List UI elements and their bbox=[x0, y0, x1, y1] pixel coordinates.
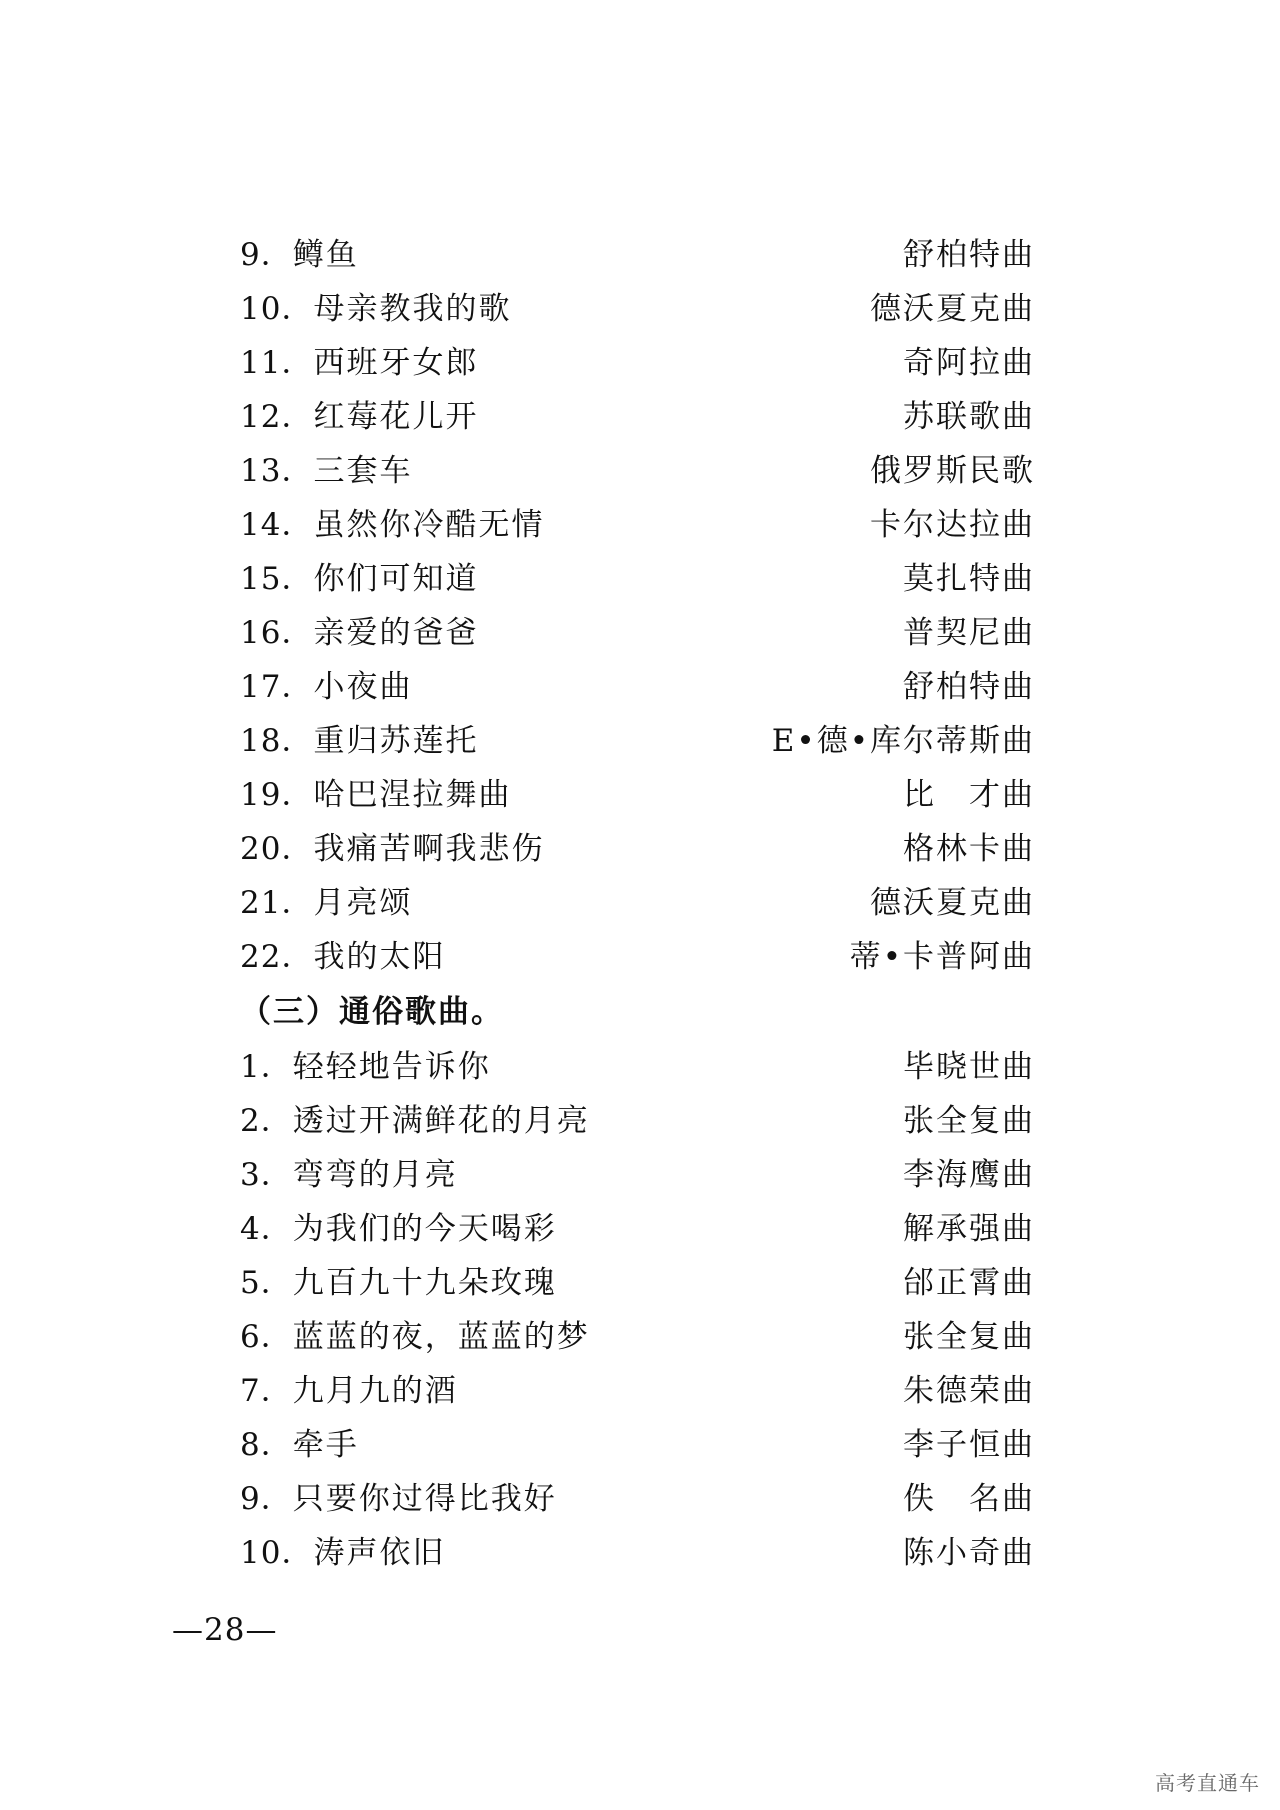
song-title: 你们可知道 bbox=[313, 561, 479, 597]
composer: 苏联歌曲 bbox=[903, 399, 1035, 435]
list-item-left bbox=[240, 552, 478, 606]
list-item bbox=[240, 1094, 1035, 1148]
list-item-left bbox=[240, 1364, 458, 1418]
item-number: 17． bbox=[240, 669, 314, 705]
list-item-left bbox=[240, 336, 478, 390]
list-item bbox=[240, 876, 1035, 930]
list-item bbox=[240, 1364, 1035, 1418]
composer: 卡尔达拉曲 bbox=[870, 507, 1035, 543]
list-item-left bbox=[240, 444, 412, 498]
list-item-left bbox=[240, 1202, 557, 1256]
list-item-left bbox=[240, 1040, 491, 1094]
composer: 俄罗斯民歌 bbox=[870, 453, 1035, 489]
list-item-left bbox=[240, 876, 412, 930]
section-heading: （三）通俗歌曲。 bbox=[240, 994, 504, 1030]
composer: 德沃夏克曲 bbox=[870, 885, 1035, 921]
list-item bbox=[240, 1526, 1035, 1580]
composer: E•德•库尔蒂斯曲 bbox=[771, 723, 1035, 759]
song-title: 透过开满鲜花的月亮 bbox=[292, 1103, 590, 1139]
song-title: 我的太阳 bbox=[313, 939, 446, 975]
list-item-left bbox=[240, 1148, 458, 1202]
song-title: 我痛苦啊我悲伤 bbox=[313, 831, 545, 867]
song-title: 涛声依旧 bbox=[313, 1535, 446, 1571]
list-item-left bbox=[240, 660, 412, 714]
song-title: 弯弯的月亮 bbox=[292, 1157, 458, 1193]
list-item bbox=[240, 390, 1035, 444]
list-item-left bbox=[240, 1472, 557, 1526]
item-number: 10． bbox=[240, 291, 314, 327]
list-item bbox=[240, 930, 1035, 984]
composer: 佚 名曲 bbox=[903, 1481, 1035, 1517]
list-item bbox=[240, 1148, 1035, 1202]
song-title: 母亲教我的歌 bbox=[313, 291, 512, 327]
item-number: 9． bbox=[240, 1481, 293, 1517]
song-title: 九月九的酒 bbox=[292, 1373, 458, 1409]
song-list-part-2 bbox=[240, 1040, 1035, 1580]
list-item-left bbox=[240, 1526, 445, 1580]
item-number: 13． bbox=[240, 453, 314, 489]
list-item bbox=[240, 336, 1035, 390]
song-title: 小夜曲 bbox=[313, 669, 413, 705]
song-title: 哈巴涅拉舞曲 bbox=[313, 777, 512, 813]
song-title: 九百九十九朵玫瑰 bbox=[292, 1265, 557, 1301]
composer: 张全复曲 bbox=[903, 1103, 1035, 1139]
list-item bbox=[240, 606, 1035, 660]
item-number: 3． bbox=[240, 1157, 293, 1193]
item-number: 12． bbox=[240, 399, 314, 435]
item-number: 7． bbox=[240, 1373, 293, 1409]
list-item bbox=[240, 1310, 1035, 1364]
song-title: 虽然你冷酷无情 bbox=[313, 507, 545, 543]
song-title: 牵手 bbox=[292, 1427, 359, 1463]
song-title: 亲爱的爸爸 bbox=[313, 615, 479, 651]
song-title: 轻轻地告诉你 bbox=[292, 1049, 491, 1085]
list-item bbox=[240, 552, 1035, 606]
composer: 比 才曲 bbox=[903, 777, 1035, 813]
list-item-left bbox=[240, 1094, 590, 1148]
song-title: 月亮颂 bbox=[313, 885, 413, 921]
composer: 格林卡曲 bbox=[903, 831, 1035, 867]
list-item bbox=[240, 282, 1035, 336]
composer: 蒂•卡普阿曲 bbox=[849, 939, 1035, 975]
item-number: 16． bbox=[240, 615, 314, 651]
item-number: 19． bbox=[240, 777, 314, 813]
composer: 张全复曲 bbox=[903, 1319, 1035, 1355]
composer: 德沃夏克曲 bbox=[870, 291, 1035, 327]
list-item-left bbox=[240, 1256, 557, 1310]
item-number: 4． bbox=[240, 1211, 293, 1247]
composer: 李子恒曲 bbox=[903, 1427, 1035, 1463]
item-number: 20． bbox=[240, 831, 314, 867]
item-number: 21． bbox=[240, 885, 314, 921]
composer: 莫扎特曲 bbox=[903, 561, 1035, 597]
song-title: 三套车 bbox=[313, 453, 413, 489]
list-item bbox=[240, 660, 1035, 714]
song-title: 重归苏莲托 bbox=[313, 723, 479, 759]
list-item-left bbox=[240, 390, 478, 444]
composer: 舒柏特曲 bbox=[903, 237, 1035, 273]
item-number: 5． bbox=[240, 1265, 293, 1301]
list-item-left bbox=[240, 228, 359, 282]
item-number: 15． bbox=[240, 561, 314, 597]
composer: 普契尼曲 bbox=[903, 615, 1035, 651]
list-item bbox=[240, 498, 1035, 552]
composer: 李海鹰曲 bbox=[903, 1157, 1035, 1193]
list-item bbox=[240, 228, 1035, 282]
item-number: 22． bbox=[240, 939, 314, 975]
song-title: 鳟鱼 bbox=[292, 237, 359, 273]
list-item-left bbox=[240, 768, 511, 822]
list-item-left bbox=[240, 282, 511, 336]
list-item-left bbox=[240, 714, 478, 768]
list-item bbox=[240, 768, 1035, 822]
song-title: 只要你过得比我好 bbox=[292, 1481, 557, 1517]
item-number: 1． bbox=[240, 1049, 293, 1085]
item-number: 2． bbox=[240, 1103, 293, 1139]
composer: 朱德荣曲 bbox=[903, 1373, 1035, 1409]
page-number: —28— bbox=[172, 1612, 278, 1648]
item-number: 18． bbox=[240, 723, 314, 759]
song-title: 西班牙女郎 bbox=[313, 345, 479, 381]
list-item-left bbox=[240, 498, 544, 552]
song-title: 红莓花儿开 bbox=[313, 399, 479, 435]
watermark: 高考直通车 bbox=[1155, 1771, 1260, 1795]
song-title: 蓝蓝的夜，蓝蓝的梦 bbox=[292, 1319, 590, 1355]
item-number: 6． bbox=[240, 1319, 293, 1355]
list-item bbox=[240, 1472, 1035, 1526]
composer: 毕晓世曲 bbox=[903, 1049, 1035, 1085]
list-item bbox=[240, 1202, 1035, 1256]
list-item bbox=[240, 822, 1035, 876]
list-item-left bbox=[240, 1310, 590, 1364]
item-number: 10． bbox=[240, 1535, 314, 1571]
composer: 解承强曲 bbox=[903, 1211, 1035, 1247]
song-list-part-1 bbox=[240, 228, 1035, 984]
composer: 奇阿拉曲 bbox=[903, 345, 1035, 381]
composer: 舒柏特曲 bbox=[903, 669, 1035, 705]
list-item-left bbox=[240, 822, 544, 876]
composer: 陈小奇曲 bbox=[903, 1535, 1035, 1571]
list-item bbox=[240, 714, 1035, 768]
list-item-left bbox=[240, 1418, 359, 1472]
song-title: 为我们的今天喝彩 bbox=[292, 1211, 557, 1247]
list-item bbox=[240, 1040, 1035, 1094]
list-item-left bbox=[240, 930, 445, 984]
list-item bbox=[240, 444, 1035, 498]
item-number: 8． bbox=[240, 1427, 293, 1463]
item-number: 11． bbox=[240, 345, 314, 381]
list-item bbox=[240, 1418, 1035, 1472]
list-item bbox=[240, 1256, 1035, 1310]
list-item-left bbox=[240, 606, 478, 660]
item-number: 14． bbox=[240, 507, 314, 543]
composer: 邰正霄曲 bbox=[903, 1265, 1035, 1301]
item-number: 9． bbox=[240, 237, 293, 273]
